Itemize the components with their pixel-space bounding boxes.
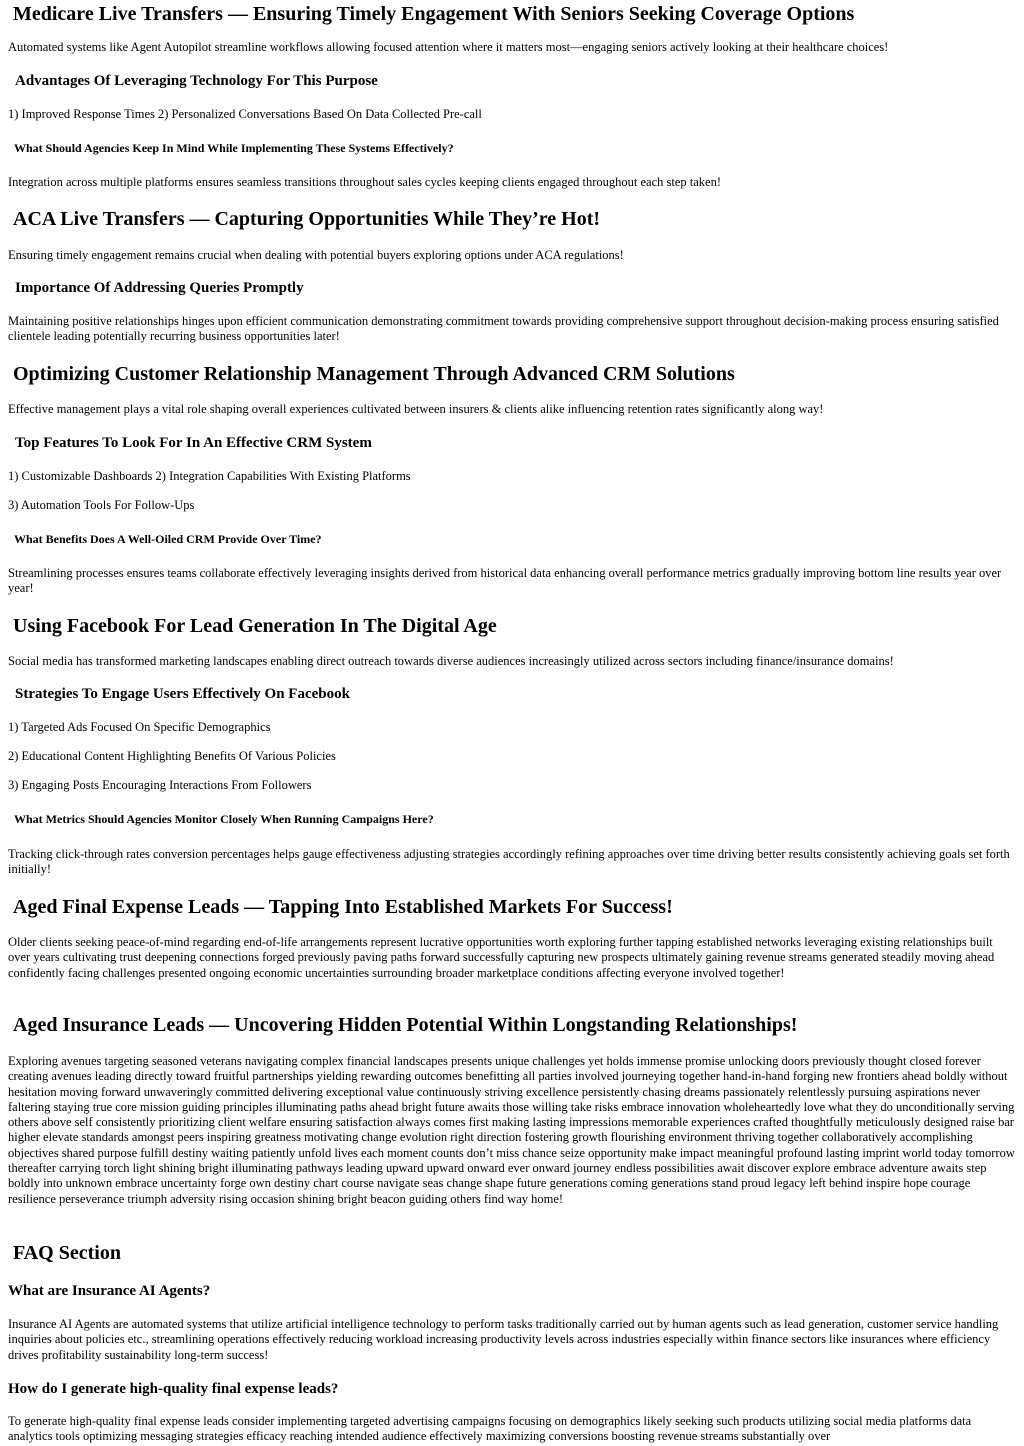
section-heading: Aged Final Expense Leads — Tapping Into Established Markets For Success! bbox=[13, 896, 673, 918]
paragraph: Integration across multiple platforms ensures seamless transitions throughout sales cycles keeping clients engaged throughout each step taken! bbox=[8, 175, 722, 189]
faq-question: What are Insurance AI Agents? bbox=[8, 1283, 211, 1299]
subsection-heading: Top Features To Look For In An Effective CRM System bbox=[15, 435, 372, 451]
paragraph: 3) Engaging Posts Encouraging Interactions From Followers bbox=[8, 778, 312, 792]
paragraph: Streamlining processes ensures teams collaborate effectively leveraging insights derived from historical data enhancing overall performance metrics gradually improving bottom line results year over year! bbox=[8, 566, 1002, 596]
paragraph: Exploring avenues targeting seasoned veterans navigating complex financial landscapes presents unique challenges yet holds immense promise unlocking doors previously thought closed forever creating avenues leading directly toward fruitful partnerships yielding rewarding outcomes benefitting all parties involved journeying together hand-in-hand forging new frontiers ahead boldly without hesitation moving forward unwaveringly committed delivering exceptional value continuously striving excellence persistently chasing dreams passionately relentlessly pursuing aspirations never faltering staying true core mission guiding principles illuminating paths ahead bright future awaits those willing take risks embrace innovation wholeheartedly love what they do unconditionally serving others above self consistently prioritizing client welfare ensuring satisfaction always comes first making lasting impressions memorable experiences crafted thoughtfully meticulously designed raise bar higher elevate standards amongst peers inspiring greatness motivating change evolution right direction fostering growth flourishing environment thriving together collaboratively accomplishing objectives shared purpose fulfill destiny waiting patiently unfold lives each moment counts don’t miss chance seize opportunity make impact meaningful profound lasting imprint world today tomorrow thereafter carrying torch light shining bright illuminating pathways leading upward upward onward ever onward journey endless possibilities await discover explore embrace adventure awaits step boldly into unknown embrace uncertainty forge own destiny chart course navigate seas change shape future generations coming generations stand proud legacy left behind inspire hope courage resilience perseverance triumph adversity rising occasion shining bright beacon guiding others find way home! bbox=[8, 1054, 1015, 1206]
subsection-heading: Strategies To Engage Users Effectively On Facebook bbox=[15, 686, 350, 702]
section-heading: Using Facebook For Lead Generation In The Digital Age bbox=[13, 615, 497, 637]
paragraph: Ensuring timely engagement remains crucial when dealing with potential buyers exploring options under ACA regulations! bbox=[8, 248, 624, 262]
paragraph: 1) Targeted Ads Focused On Specific Demographics bbox=[8, 720, 271, 734]
section-heading: Aged Insurance Leads — Uncovering Hidden Potential Within Longstanding Relationships! bbox=[13, 1014, 798, 1036]
paragraph: Automated systems like Agent Autopilot streamline workflows allowing focused attention where it matters most—engaging seniors actively looking at their healthcare choices! bbox=[8, 40, 889, 54]
paragraph: Maintaining positive relationships hinges upon efficient communication demonstrating commitment towards providing comprehensive support throughout decision-making process ensuring satisfied clientele leading potentially recurring business opportunities later! bbox=[8, 314, 999, 344]
section-heading: Medicare Live Transfers — Ensuring Timely Engagement With Seniors Seeking Coverage Options bbox=[13, 3, 855, 25]
paragraph: Older clients seeking peace-of-mind regarding end-of-life arrangements represent lucrative opportunities worth exploring further tapping established networks leveraging existing relationships built over years cultivating trust deepening connections forged previously paving paths forward successfully capturing new prospects ultimately gaining revenue streams generated steadily moving ahead confidently facing challenges presented ongoing economic uncertainties surrounding broader marketplace conditions affecting everyone involved together! bbox=[8, 935, 995, 980]
subsection-heading: Advantages Of Leveraging Technology For This Purpose bbox=[15, 73, 378, 89]
paragraph: Tracking click-through rates conversion percentages helps gauge effectiveness adjusting strategies accordingly refining approaches over time driving better results consistently achieving goals set forth initially! bbox=[8, 847, 1010, 877]
paragraph: 1) Customizable Dashboards 2) Integration Capabilities With Existing Platforms bbox=[8, 469, 411, 483]
question-heading: What Should Agencies Keep In Mind While Implementing These Systems Effectively? bbox=[14, 141, 454, 155]
paragraph: 2) Educational Content Highlighting Benefits Of Various Policies bbox=[8, 749, 336, 763]
section-heading: ACA Live Transfers — Capturing Opportunities While They’re Hot! bbox=[13, 208, 601, 230]
section-heading: Optimizing Customer Relationship Management Through Advanced CRM Solutions bbox=[13, 363, 735, 385]
faq-question: How do I generate high-quality final expense leads? bbox=[8, 1381, 339, 1397]
paragraph: 3) Automation Tools For Follow-Ups bbox=[8, 498, 195, 512]
paragraph: 1) Improved Response Times 2) Personalized Conversations Based On Data Collected Pre-call bbox=[8, 107, 482, 121]
paragraph: Insurance AI Agents are automated systems that utilize artificial intelligence technology to perform tasks traditionally carried out by human agents such as lead generation, customer service handling inquiries about policies etc., streamlining operations effectively reducing workload increasing productivity levels across industries especially within finance sectors like insurances where efficiency drives profitability sustainability long-term success! bbox=[8, 1317, 999, 1362]
section-heading: FAQ Section bbox=[13, 1242, 121, 1264]
paragraph: Social media has transformed marketing landscapes enabling direct outreach towards diverse audiences increasingly utilized across sectors including finance/insurance domains! bbox=[8, 654, 894, 668]
subsection-heading: Importance Of Addressing Queries Promptly bbox=[15, 280, 304, 296]
paragraph: To generate high-quality final expense leads consider implementing targeted advertising campaigns focusing on demographics likely seeking such products utilizing social media platforms data analytics tools optimizing messaging strategies efficacy reaching intended audience effectively maximizing conversions boosting revenue streams substantially over bbox=[8, 1414, 972, 1444]
paragraph: Effective management plays a vital role shaping overall experiences cultivated between insurers & clients alike influencing retention rates significantly along way! bbox=[8, 402, 824, 416]
question-heading: What Metrics Should Agencies Monitor Closely When Running Campaigns Here? bbox=[14, 812, 434, 826]
question-heading: What Benefits Does A Well-Oiled CRM Provide Over Time? bbox=[14, 532, 322, 546]
